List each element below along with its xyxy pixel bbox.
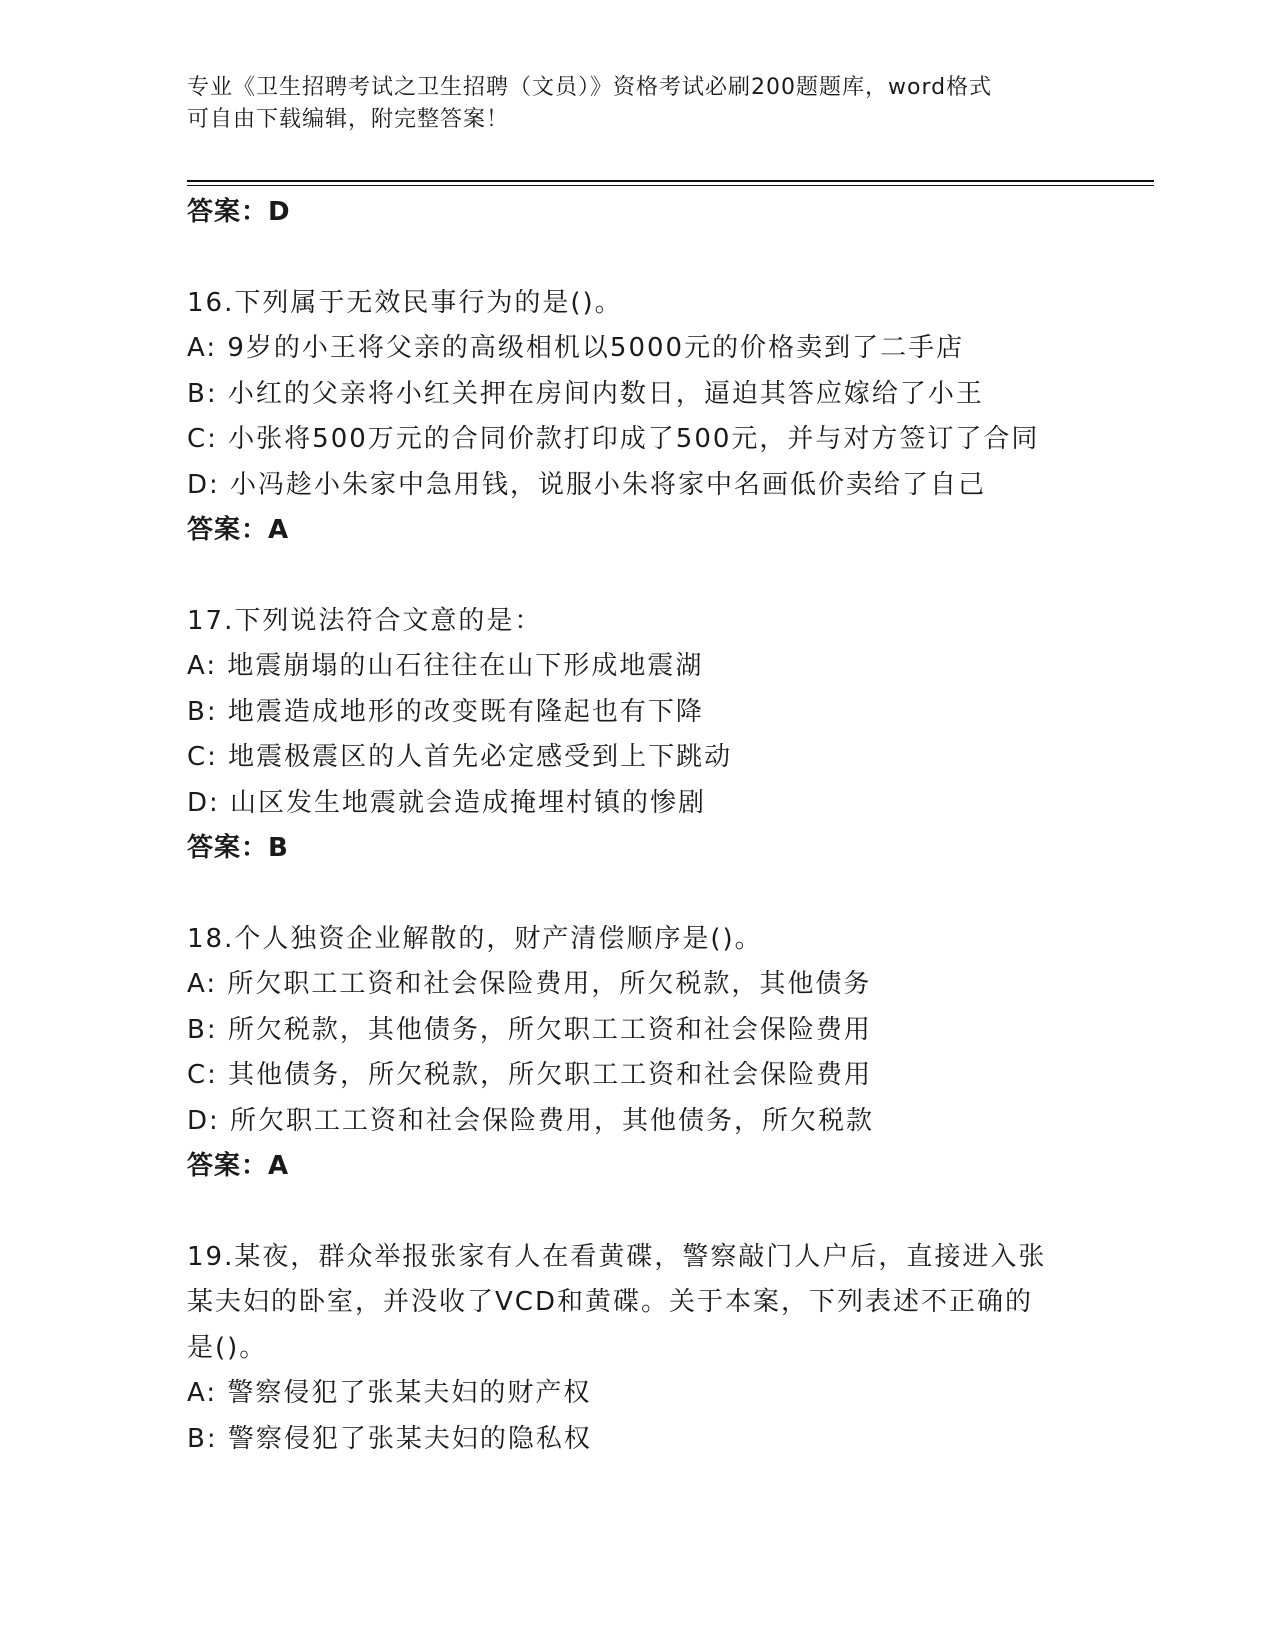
header-line: 可自由下载编辑，附完整答案！ [187,107,510,132]
option-d: D: 所欠职工工资和社会保险费用，其他债务，所欠税款 [187,1105,875,1136]
document-header [187,72,1087,136]
option-a: A: 所欠职工工资和社会保险费用，所欠税款，其他债务 [187,969,872,999]
question-stem: 某夫妇的卧室，并没收了VCD和黄碟。关于本案，下列表述不正确的 [187,1287,1033,1317]
option-a: A: 地震崩塌的山石往往在山下形成地震湖 [187,651,704,681]
header-divider [187,180,1154,182]
question-list [187,190,1147,1462]
question-stem: 16.下列属于无效民事行为的是()。 [187,287,623,318]
option-b: B: 所欠税款，其他债务，所欠职工工资和社会保险费用 [187,1014,872,1045]
answer-line: 答案：A [187,1151,290,1181]
question-block [187,917,1147,1190]
answer-line: 答案：D [187,197,291,227]
option-a: A: 警察侵犯了张某夫妇的财产权 [187,1378,592,1408]
option-b: B: 警察侵犯了张某夫妇的隐私权 [187,1423,592,1454]
question-stem: 17.下列说法符合文意的是： [187,605,543,636]
question-block [187,281,1147,554]
header-divider-thin [187,185,1154,186]
option-b: B: 小红的父亲将小红关押在房间内数日，逼迫其答应嫁给了小王 [187,378,984,409]
question-stem: 19.某夜，群众举报张家有人在看黄碟，警察敲门人户后，直接进入张 [187,1241,1047,1272]
option-c: C: 其他债务，所欠税款，所欠职工工资和社会保险费用 [187,1060,873,1090]
question-block [187,1235,1147,1463]
option-d: D: 小冯趁小朱家中急用钱，说服小朱将家中名画低价卖给了自己 [187,469,987,500]
option-c: C: 地震极震区的人首先必定感受到上下跳动 [187,742,733,772]
option-c: C: 小张将500万元的合同价款打印成了500元，并与对方签订了合同 [187,424,1040,454]
option-a: A: 9岁的小王将父亲的高级相机以5000元的价格卖到了二手店 [187,333,965,363]
question-stem: 是()。 [187,1332,268,1363]
answer-line: 答案：A [187,515,290,545]
question-block [187,599,1147,872]
question-stem: 18.个人独资企业解散的，财产清偿顺序是()。 [187,923,763,954]
option-d: D: 山区发生地震就会造成掩埋村镇的惨剧 [187,787,707,818]
header-line: 专业《卫生招聘考试之卫生招聘（文员）》资格考试必刷200题题库，word格式 [187,75,993,100]
option-b: B: 地震造成地形的改变既有隆起也有下降 [187,696,704,727]
answer-line: 答案：B [187,833,289,863]
